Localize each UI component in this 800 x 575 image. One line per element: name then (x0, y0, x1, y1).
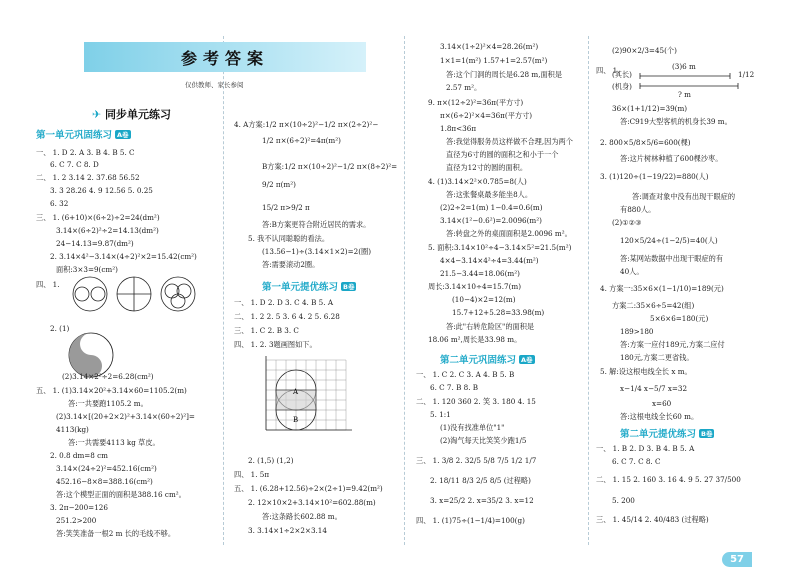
answer-line: 2. (1,5) (1,2) (248, 456, 294, 465)
answer-line: 四、 1. 5π (234, 470, 270, 479)
answer-line: 答:这张餐桌最多能坐8人。 (446, 190, 533, 199)
answer-line: 面积:3×3=9(cm²) (56, 265, 118, 274)
answer-line: 答:这根电线全长60 m。 (620, 412, 699, 421)
answer-line: 2. 18/11 8/3 2/5 8/5 (过程略) (430, 476, 531, 485)
answer-line: 答:一共要跑1105.2 m。 (68, 399, 148, 408)
answer-line: 6. C 7. C 8. D (50, 160, 99, 169)
answer-line: 3.14×(1²−0.6²)=2.0096(m²) (440, 216, 542, 225)
column-divider (404, 36, 405, 545)
banner-subtitle: 仅供教师、家长参阅 (185, 81, 244, 89)
answer-line: 二、 1. 2 2. 5 3. 6 4. 2 5. 6.28 (234, 312, 340, 321)
line-segment-diagram (640, 72, 740, 90)
answer-line: 3. 3.14×1÷2×2×3.14 (248, 526, 327, 535)
answer-line: 四、 1. (36, 280, 60, 289)
answer-line: 15.7+12+5.28=33.98(m) (452, 308, 545, 317)
answer-line: 4×4−3.14×4²÷4=3.44(m²) (440, 256, 539, 265)
answer-line: 答:这片树林种植了600棵沙枣。 (620, 154, 723, 163)
answer-line: (2)90×2/3=45(个) (612, 46, 677, 55)
answer-line: 三、 1. C 2. B 3. C (234, 326, 299, 335)
answer-line: 4. (1)3.14×2²×0.785=8(人) (428, 177, 527, 186)
answer-line: (1)没有找准单位"1" (440, 423, 505, 432)
answer-line: (10−4)×2=12(m) (452, 295, 516, 304)
answer-line: 9. π×(12÷2)²=36π(平方寸) (428, 98, 524, 107)
figure-1 (73, 277, 107, 311)
answer-line: B方案:1/2 π×(10÷2)²−1/2 π×(8÷2)²= (262, 162, 398, 171)
answer-line: (2)2÷2=1(m) 1−0.4=0.6(m) (440, 203, 543, 212)
unit-practice-heading: ✈ 同步单元练习 (92, 108, 172, 121)
answer-line: 9/2 π(m²) (262, 180, 296, 189)
answer-line: 251.2>200 (56, 516, 97, 525)
answer-line: 四、 1. 2. 3题画图如下。 (234, 340, 317, 349)
answer-line: 5. 面积:3.14×10²÷4−3.14×5²=21.5(m²) (428, 243, 572, 252)
answer-line: (13.56−1)÷(3.14×1×2)=2(圈) (262, 247, 371, 256)
answer-line: 三、 1. 45/14 2. 40/483 (过程略) (596, 515, 709, 524)
answer-line: 一、 1. D 2. A 3. B 4. B 5. C (36, 148, 135, 157)
segment-label-top: (其长) (612, 70, 632, 79)
answer-line: 3. (1)120÷(1−19/22)=880(人) (600, 172, 709, 181)
answer-line: 二、 1. 120 360 2. 笑 3. 180 4. 15 (416, 397, 536, 406)
answer-line: 4. 方案一:35×6×(1−1/10)=189(元) (600, 284, 724, 293)
answer-line: 2. 3.14×4²−3.14×(4÷2)²×2=15.42(cm²) (50, 252, 197, 261)
badge-b: B卷 (343, 283, 355, 291)
answer-line: 四、 1. (596, 66, 620, 75)
answer-line: 1×1=1(m²) 1.57+1=2.57(m²) (440, 56, 548, 65)
answer-line: 四、 1. (1)75÷(1−1/4)=100(g) (416, 516, 525, 525)
rocket-icon: ✈ (92, 108, 106, 121)
answer-line: 答:笑笑准备一根2 m 长的毛线不够。 (56, 529, 176, 538)
answer-line: x=60 (652, 399, 672, 408)
answer-line: 21.5−3.44=18.06(m²) (440, 269, 520, 278)
answer-line: 一、 1. B 2. D 3. B 4. B 5. A (596, 444, 695, 453)
answer-line: 5. 1:1 (430, 410, 451, 419)
answer-line: 6. C 7. B 8. B (430, 383, 479, 392)
segment-value-top: (3)6 m (672, 62, 696, 71)
answer-line: 1/2 π×(6÷2)²=4π(m²) (262, 136, 341, 145)
answer-line: 答:方案一应付189元,方案二应付 (620, 340, 725, 349)
point-label-a: A (293, 388, 299, 396)
coordinate-grid-figure (256, 356, 366, 436)
answer-line: (2)①②③ (612, 218, 642, 227)
answer-line: 24−14.13=9.87(dm²) (56, 239, 134, 248)
answer-line: 5. 200 (612, 496, 635, 505)
answer-line: 直径为6寸的圆的面积之和小于一个 (446, 150, 559, 159)
answer-line: 18.06 m²,周长是33.98 m。 (428, 335, 522, 344)
answer-line: 三、 1. (6+10)×(6÷2)÷2=24(dm²) (36, 213, 160, 222)
answer-line: 120×5/24÷(1−2/5)=40(人) (620, 236, 718, 245)
answer-line: 3.14×(24÷2)²=452.16(cm²) (56, 464, 157, 473)
answer-line: 二、 1. 2 3.14 2. 37.68 56.52 (36, 173, 140, 182)
answer-line: 2. (1) (50, 324, 70, 333)
answer-line: π×(6÷2)²×4=36π(平方寸) (440, 111, 533, 120)
answer-line: 6. C 7. C 8. C (612, 457, 661, 466)
column-divider (223, 36, 224, 545)
section-unit1-advanced: 第一单元提优练习 B卷 (262, 282, 355, 293)
answer-line: 答:这个模型正面的面积是388.16 cm²。 (56, 490, 186, 499)
answer-line: 2. 800×5/8×5/6=600(棵) (600, 138, 691, 147)
badge-a: A卷 (521, 356, 533, 364)
page-number: 57 (722, 552, 752, 567)
answer-line: 方案二:35×6÷5=42(组) (612, 301, 695, 310)
answer-line: 答:这个门洞的周长是6.28 m,面积是 (446, 70, 563, 79)
badge-b: B卷 (701, 430, 713, 438)
answer-line: 3.14×(6÷2)²÷2=14.13(dm²) (56, 226, 159, 235)
answer-line: 答:这条路长602.88 m。 (262, 512, 342, 521)
answer-line: 答:我觉得服务员这样做不合理,因为两个 (446, 137, 573, 146)
answer-line: (2)3.14×2²÷2=6.28(cm²) (62, 372, 154, 381)
answer-line: 15/2 π>9/2 π (262, 203, 310, 212)
badge-a: A卷 (117, 131, 129, 139)
segment-label-bottom: (机身) (612, 82, 632, 91)
answer-line: (2)3.14×[(20+2×2)²+3.14×(60÷2)²]= (56, 412, 195, 421)
answer-line: 二、 1. 15 2. 160 3. 16 4. 9 5. 27 37/500 (596, 475, 741, 484)
answer-line: 189>180 (620, 327, 654, 336)
answer-line: 2. 12×10×2+3.14×10²=602.88(m) (248, 498, 376, 507)
answer-line: 答:调查对象中没有出现干眼症的 (632, 192, 736, 201)
answer-line: 4. A方案:1/2 π×(10÷2)²−1/2 π×(2÷2)²− (234, 120, 379, 129)
circle-figures-q4 (68, 274, 208, 320)
answer-line: 三、 1. 3/8 2. 32/5 5/8 7/5 1/2 1/7 (416, 456, 537, 465)
answer-line: 3. x=25/2 2. x=35/2 3. x=12 (430, 496, 534, 505)
answer-line: 6. 32 (50, 199, 69, 208)
figure-3 (161, 277, 195, 311)
answer-line: 2.57 m²。 (446, 83, 482, 92)
section-unit1-consolidation: 第一单元巩固练习 A卷 (36, 130, 129, 141)
segment-fraction: 1/12 (738, 70, 755, 79)
answer-line: 答:C919大型客机的机身长39 m。 (620, 117, 732, 126)
answer-line: 3.14×(1÷2)²×4=28.26(m²) (440, 42, 539, 51)
point-label-b: B (293, 416, 299, 424)
answer-line: 答:此"右转危险区"的面积是 (446, 322, 535, 331)
answer-key-banner: 参考答案 (84, 42, 366, 72)
answer-line: 答:某网站数据中出现干眼症的有 (620, 254, 724, 263)
answer-line: 1.8π<36π (440, 124, 477, 133)
answer-line: 4113(kg) (56, 425, 89, 434)
section-unit2-advanced: 第二单元提优练习 B卷 (620, 429, 713, 440)
answer-line: 直径为12寸的圆的面积。 (446, 163, 528, 172)
answer-line: 5×6×6=180(元) (650, 314, 709, 323)
answer-line: 五、 1. (1)3.14×20²+3.14×60=1105.2(m) (36, 386, 187, 395)
answer-line: 答:一共需要4113 kg 草皮。 (68, 438, 160, 447)
answer-line: 3. 3 28.26 4. 9 12.56 5. 0.25 (50, 186, 153, 195)
answer-line: 一、 1. D 2. D 3. C 4. B 5. A (234, 298, 334, 307)
answer-line: 36×(1+1/12)=39(m) (612, 104, 688, 113)
answer-line: 答:需要滚动2圈。 (262, 260, 320, 269)
answer-line: 180元,方案二更省钱。 (620, 353, 694, 362)
figure-2 (117, 277, 151, 311)
answer-line: (2)淘气每天比笑笑少跑1/5 (440, 436, 527, 445)
section-unit2-consolidation: 第二单元巩固练习 A卷 (440, 355, 533, 366)
column-divider (588, 36, 589, 545)
answer-line: 5. 解:设这根电线全长 x m。 (600, 367, 692, 376)
answer-line: 452.16−8×8=388.16(cm²) (56, 477, 153, 486)
answer-line: 五、 1. (6.28+12.56)÷2×(2÷1)=9.42(m²) (234, 484, 383, 493)
answer-line: x−1/4 x−5/7 x=32 (620, 384, 688, 393)
answer-line: 有880人。 (620, 205, 656, 214)
answer-line: 5. 我不认同聪聪的看法。 (248, 234, 330, 243)
answer-line: 答:B方案更符合附近居民的需求。 (262, 220, 371, 229)
answer-line: 40人。 (620, 267, 644, 276)
answer-line: 3. 2π−200=126 (50, 503, 108, 512)
answer-line: 答:转盘之外的桌面面积是2.0096 m²。 (446, 229, 572, 238)
segment-value-bottom: ? m (678, 90, 691, 99)
answer-line: 周长:3.14×10÷4=15.7(m) (428, 282, 522, 291)
answer-line: 2. 0.8 dm=8 cm (50, 451, 108, 460)
answer-line: 一、 1. C 2. C 3. A 4. B 5. B (416, 370, 515, 379)
